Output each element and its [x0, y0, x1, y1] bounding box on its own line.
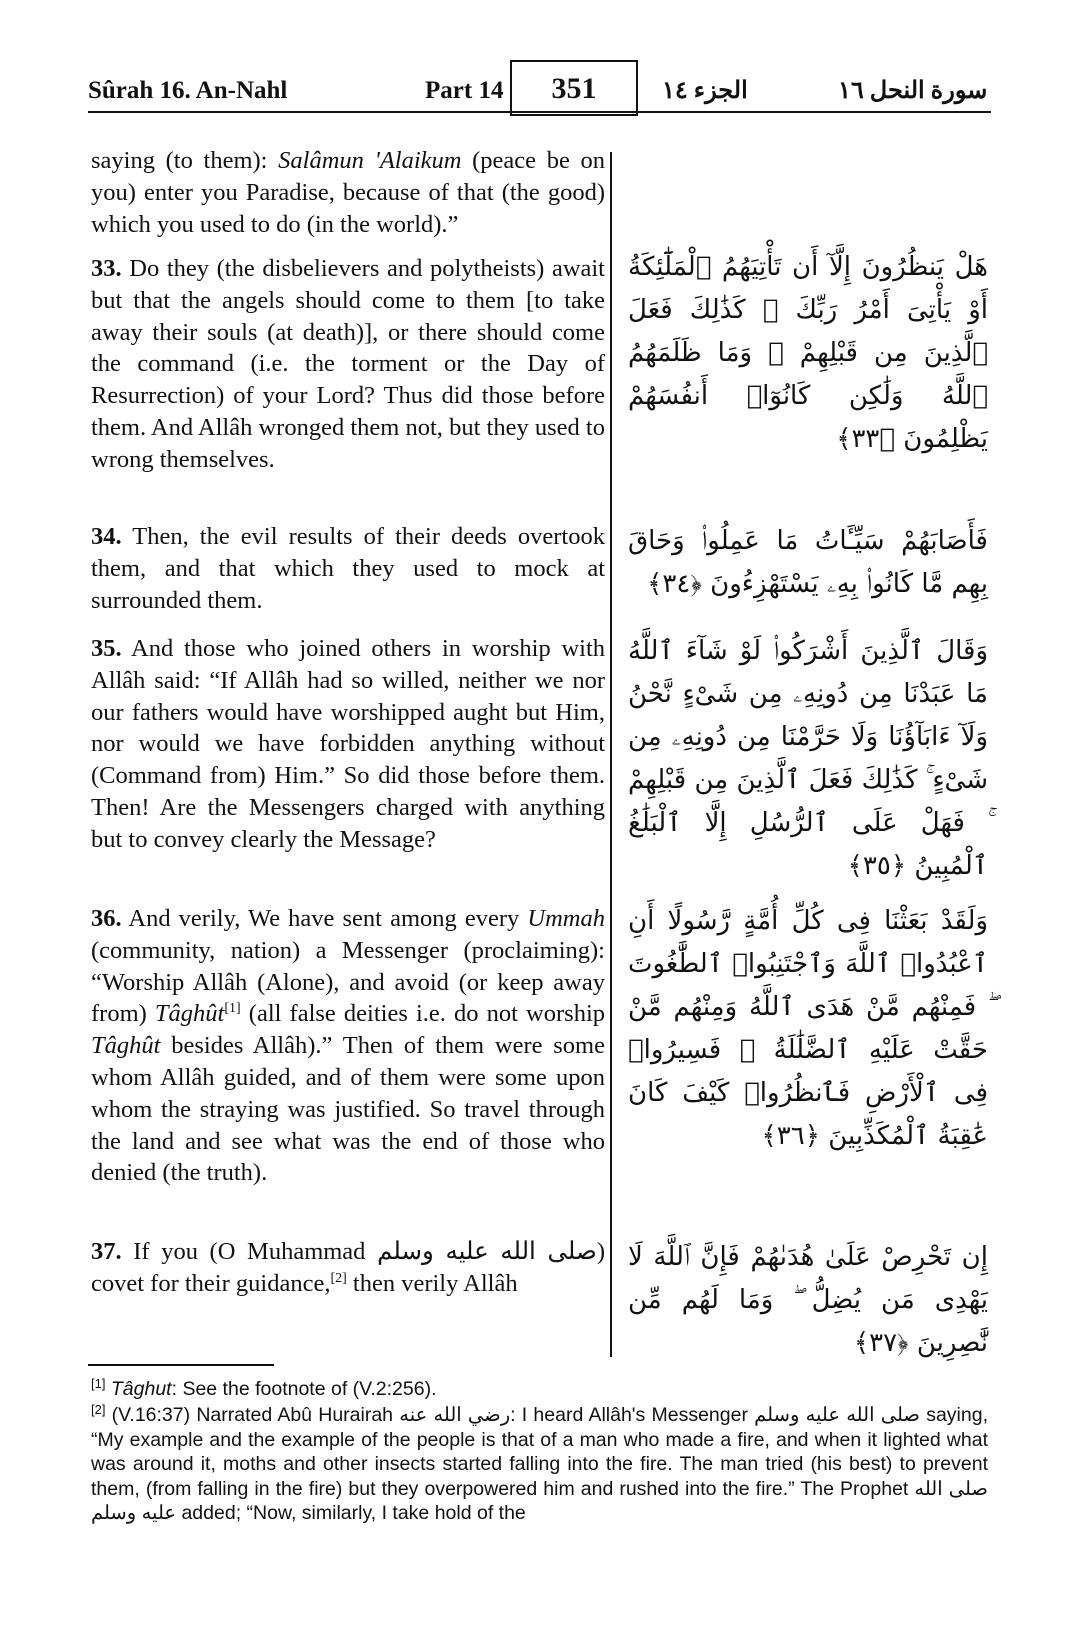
- footnote-ar: صلى الله عليه وسلم: [91, 1477, 988, 1524]
- column-divider: [610, 152, 612, 1357]
- verse-text: Do they (the disbelievers and polytheists) await but that the angels should come to them [to take away their souls (at death)], or there should come the command (i.e. the torment or the Day of Resurrection) of your Lord? Thus did those before them. And Allâh wronged them not, but they used to wrong themselves.: [91, 255, 605, 473]
- surah-title-en: Sûrah 16. An-Nahl: [88, 77, 288, 104]
- verse-italic: Ummah: [527, 905, 605, 932]
- salutation-ar: صلى الله عليه وسلم: [377, 1238, 597, 1265]
- footnote-marker: [2]: [91, 1402, 106, 1417]
- footnote-ref-2[interactable]: [2]: [330, 1270, 347, 1286]
- verse-italic: Salâmun 'Alaikum: [278, 147, 462, 174]
- verse-37-en: [91, 1236, 605, 1300]
- verse-36-en: [91, 903, 605, 1189]
- verse-text: And those who joined others in worship with Allâh said: “If Allâh had so willed, neither we nor our fathers would have worshipped aught but Him, nor would we have forbidden anything without (Command from) Him.” So did those before them. Then! Are the Messengers charged with anything but to convey clearly the Message?: [91, 635, 605, 853]
- part-label-en: Part 14: [425, 77, 504, 104]
- verse-text: then verily Allâh: [346, 1269, 518, 1297]
- verse-text: (all false deities i.e. do not worship: [240, 1000, 605, 1028]
- page-number: 351: [510, 60, 638, 116]
- verse-33-en: [91, 253, 605, 476]
- footnote-text: added; “Now, similarly, I take hold of the: [176, 1502, 526, 1524]
- verse-37-ar: إِن تَحْرِصْ عَلَىٰ هُدَىٰهُمْ فَإِنَّ ٱللَّهَ لَا يَهْدِى مَن يُضِلُّ ۖ وَمَا لَهُم مِّن نَّٰصِرِينَ ﴿٣٧﴾: [628, 1242, 988, 1358]
- footnote-ar: صلى الله عليه وسلم: [754, 1404, 920, 1426]
- header-rule: [88, 111, 991, 113]
- surah-title-ar: سورة النحل ١٦: [838, 78, 988, 104]
- part-label-ar: الجزء ١٤: [662, 78, 748, 104]
- verse-35-ar: وَقَالَ ٱلَّذِينَ أَشْرَكُوا۟ لَوْ شَآءَ ٱللَّهُ مَا عَبَدْنَا مِن دُونِهِۦ مِن شَىْءٍ نَّحْنُ وَلَآ ءَابَآؤُنَا وَلَا حَرَّمْنَا مِن دُونِهِۦ مِن شَىْءٍ ۚ كَذَٰلِكَ فَعَلَ ٱلَّذِينَ مِن قَبْلِهِمْ ۚ فَهَلْ عَلَى ٱلرُّسُلِ إِلَّا ٱلْبَلَٰغُ ٱلْمُبِينُ ﴿٣٥﴾: [628, 636, 988, 881]
- verse-number: 33.: [91, 255, 122, 282]
- verse-text: saying (to them):: [91, 147, 279, 174]
- footnote-marker: [1]: [91, 1376, 106, 1391]
- verse-36-ar: وَلَقَدْ بَعَثْنَا فِى كُلِّ أُمَّةٍ رَّسُولًا أَنِ ٱعْبُدُوا۟ ٱللَّهَ وَٱجْتَنِبُوا۟ ٱلطَّٰغُوتَ ۖ فَمِنْهُم مَّنْ هَدَى ٱللَّهُ وَمِنْهُم مَّنْ حَقَّتْ عَلَيْهِ ٱلضَّلَٰلَةُ ۚ فَسِيرُوا۟ فِى ٱلْأَرْضِ فَٱنظُرُوا۟ كَيْفَ كَانَ عَٰقِبَةُ ٱلْمُكَذِّبِينَ ﴿٣٦﴾: [628, 906, 988, 1151]
- verse-35-en: [91, 633, 605, 856]
- verse-text: And verily, We have sent among every: [121, 905, 528, 932]
- verse-text: (community, nation) a Messenger (proclaiming): “Worship Allâh (Alone), and avoid (or keep away from): [91, 936, 605, 1028]
- verse-34-en: [91, 521, 605, 616]
- verse-33-ar: هَلْ يَنظُرُونَ إِلَّآ أَن تَأْتِيَهُمُ ٱلْمَلَٰٓئِكَةُ أَوْ يَأْتِىَ أَمْرُ رَبِّكَ ۚ كَذَٰلِكَ فَعَلَ ٱلَّذِينَ مِن قَبْلِهِمْ ۚ وَمَا ظَلَمَهُمُ ٱللَّهُ وَلَٰكِن كَانُوٓا۟ أَنفُسَهُمْ يَظْلِمُونَ ﴿٣٣﴾: [628, 252, 988, 454]
- footnote-italic: Tâghut: [110, 1378, 172, 1400]
- footnote-text: : I heard Allâh's Messenger: [510, 1404, 755, 1426]
- verse-italic: Tâghût: [154, 1000, 225, 1028]
- verse-number: 34.: [91, 523, 122, 550]
- verse-34-ar: فَأَصَابَهُمْ سَيِّـَٔاتُ مَا عَمِلُوا۟ وَحَاقَ بِهِم مَّا كَانُوا۟ بِهِۦ يَسْتَهْزِءُونَ ﴿٣٤﴾: [628, 526, 988, 599]
- footnote-2: [91, 1398, 988, 1526]
- verse-number: 35.: [91, 635, 122, 662]
- footnote-ar: رضي الله عنه: [399, 1404, 511, 1426]
- verse-text: If you (O Muhammad: [121, 1238, 378, 1265]
- verse-text: Then, the evil results of their deeds overtook them, and that which they used to mock at surrounded them.: [91, 523, 605, 614]
- footnote-rule: [88, 1364, 274, 1366]
- footnote-text: (V.16:37) Narrated Abû Hurairah: [105, 1404, 400, 1426]
- footnote-text: : See the footnote of (V.2:256).: [171, 1378, 437, 1400]
- footnote-ref-1[interactable]: [1]: [224, 1001, 241, 1017]
- verse-text: besides Allâh).” Then of them were some whom Allâh guided, and of them were some upon whom the straying was justified. So travel through the land and see what was the end of those who denied (the truth).: [91, 1032, 605, 1187]
- verse-number: 37.: [91, 1238, 122, 1265]
- verse-32-continuation-en: [91, 145, 605, 240]
- footnote-text: saying, “My example and the example of the people is that of a man who made a fire, and when it lighted what was around it, moths and other insects started falling into the fire. The man tried (his best) to prevent them, (from falling in the fire) but they overpowered him and rushed into the fire.” The Prophet: [91, 1404, 988, 1500]
- verse-text: (peace be on you) enter you Paradise, because of that (the good) which you used to do (in the world).”: [91, 147, 606, 238]
- verse-number: 36.: [91, 905, 122, 932]
- verse-italic: Tâghût: [91, 1032, 161, 1060]
- verse-text: ) covet for their guidance,: [91, 1238, 605, 1297]
